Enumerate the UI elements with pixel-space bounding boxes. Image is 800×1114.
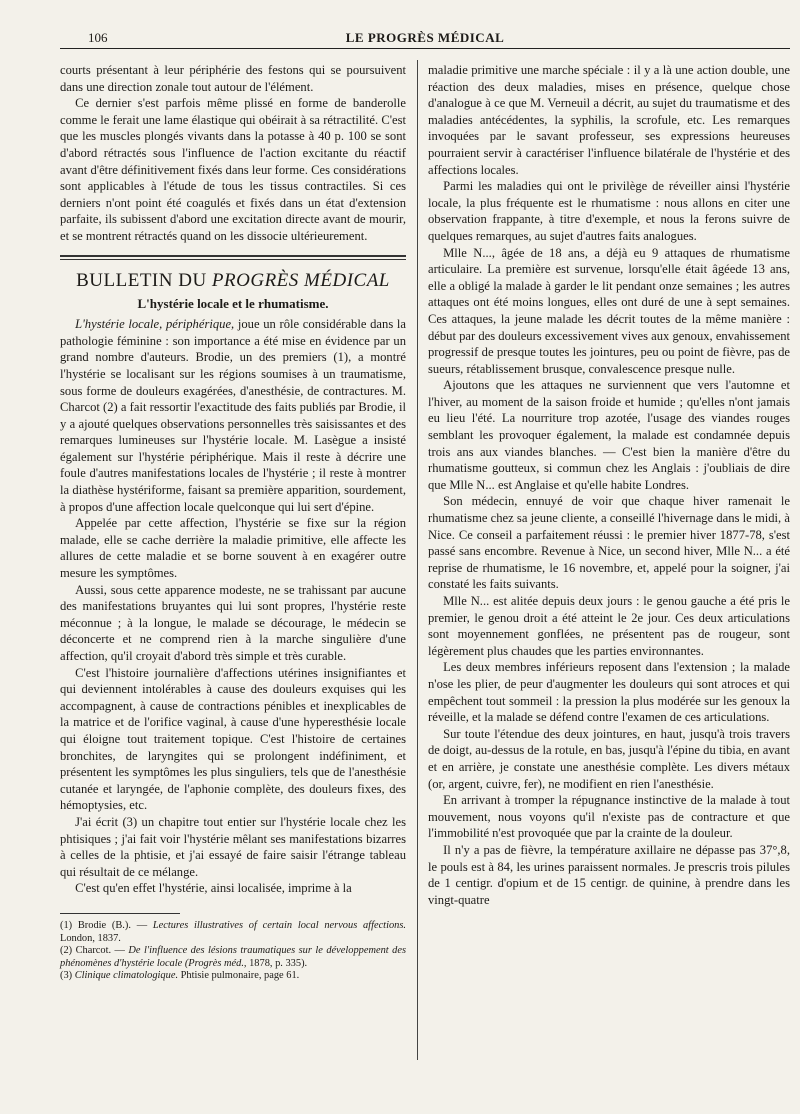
paragraph: Ajoutons que les attaques ne surviennent que vers l'automne et l'hiver, au moment de la saison froide et humide ; qu'elles n'ont jamais eu lieu l'été. La nourriture trop azotée, l'usage des viandes rouges semblant les provoquer également, la malade est condamnée depuis trois ans aux viandes blanches. — C'est bien la manière d'être du rhumatisme goutteux, si commun chez les Anglais : j'oubliais de dire que Mlle N... est Anglaise et qu'elle habite Londres. [428, 378, 790, 492]
footnote-text: Phtisie pulmonaire, page 61. [178, 970, 300, 982]
paragraph: Son médecin, ennuyé de voir que chaque hiver ramenait le rhumatisme chez sa jeune cliente, a conseillé l'hivernage dans le midi, à Nice. Ce conseil a parfaitement réussi : le premier hiver 1877-78, s'est passé sans encombre. Revenue à Nice, un second hiver, Mlle N... a été reprise de rhumatisme, le 16 novembre, et, appelé pour la soigner, j'ai constaté les faits suivants. [428, 494, 790, 592]
section-rule [60, 255, 406, 257]
paragraph-text: joue un rôle considérable dans la pathologie féminine : son importance a été mise en évidence par un grand nombre d'auteurs. Brodie, un des premiers (1), a montré l'hystérie se localisant sur les régions soumises à un traumatisme, sous forme de douleurs exagérées, d'anesthésie, de contractures. M. Charcot (2) a fait ressortir l'exactitude des faits publiés par Brodie, il y a ajouté quelques observations personnelles très saisissantes et des remarques lumineuses sur l'hystérie locale. M. Lasègue a insisté également sur l'hystérie périphérique. Mais il reste à décrire une foule d'autres manifestations locales de l'hystérie ; il reste à montrer la diathèse hystériforme, faisant sa première apparition, sourdement, à propos d'une affection locale quelconque qui lui sert d'épine. [60, 317, 407, 514]
bulletin-heading-journal: PROGRÈS MÉDICAL [211, 269, 390, 291]
footnote-title: De l'influence des lésions traumatiques sur le développement des phénomènes d'hystérie locale (Progrès méd., [60, 945, 406, 969]
paragraph: Ce dernier s'est parfois même plissé en forme de banderolle comme le ferait une lame élastique qui obéirait à sa rétractilité. C'est que les muscles plongés vivants dans la potasse à 40 p. 100 se sont d'abord rétractés sous l'influence de l'action excitante du réactif avant d'être définitivement fixés dans leur forme. Ces considérations sont applicables à l'étude de tous les tissus contractiles. Si ces derniers n'ont point été coagulés et fixés dans un état d'extension parfaite, ils subissent d'abord une excitation directe avant de mourir, et se montrent rétractés quand on les dissocie ultérieurement. [60, 96, 406, 243]
paragraph: Mlle N... est alitée depuis deux jours : le genou gauche a été pris le premier, le genou droit a été atteint le 2e jour. Ces deux articulations sont moyennement gonflées, ne présentent pas de rougeur, sont légèrement plus chaudes que les parties environnantes. [428, 594, 790, 658]
column-divider [417, 60, 418, 1060]
footnote-text: London, 1837. [60, 932, 121, 944]
footnote-rule [60, 913, 180, 914]
paragraph: Parmi les maladies qui ont le privilège de réveiller ainsi l'hystérie locale, la plus fréquente est le rhumatisme : nous allons en citer une observation frappante, à titre d'exemple, et nous la ferons suivre de quelques remarques, au sujet d'autres faits analogues. [428, 179, 790, 243]
journal-title: LE PROGRÈS MÉDICAL [345, 30, 505, 45]
page-header [60, 30, 790, 49]
paragraph: courts présentant à leur périphérie des festons qui se poursuivent dans une direction zonale tout autour de l'élément. [60, 63, 406, 94]
footnote-text: (1) Brodie (B.). — [60, 919, 153, 931]
footnote-text: (3) [60, 970, 75, 982]
bulletin-heading [60, 270, 406, 292]
italic-phrase: L'hystérie locale, périphérique, [75, 317, 235, 332]
bulletin-heading-prefix: BULLETIN DU [76, 269, 212, 291]
section-rule-thin [60, 259, 406, 260]
footnote [60, 970, 406, 983]
paragraph: C'est l'histoire journalière d'affections utérines insignifiantes et qui deviennent intolérables à cause des douleurs exquises qui les accompagnent, à cause de contractions pénibles et inexplicables de la matrice et de l'orifice vaginal, à cause d'une hyperesthésie locale qui éloigne tout traitement topique. C'est l'histoire de certaines bronchites, de laryngites qui se prolongent indéfiniment, et présentent les symptômes les plus singuliers, tels que de l'anesthésie cutanée et laryngée, de l'aphonie complète, des douleurs fixes, des hémoptysies, etc. [60, 665, 406, 813]
footnote-text: 1878, p. 335). [246, 957, 308, 969]
footnote [60, 920, 406, 945]
article-title: L'hystérie locale et le rhumatisme. [137, 295, 329, 311]
paragraph [60, 316, 406, 515]
page-number: 106 [88, 30, 108, 45]
paragraph: J'ai écrit (3) un chapitre tout entier sur l'hystérie locale chez les phtisiques ; j'ai fait voir l'hystérie mêlant ses manifestations bizarres à celles de la phtisie, et j'ai essayé de faire saisir l'étrange tableau qui résultait de ce mélange. [60, 814, 406, 879]
paragraph: maladie primitive une marche spéciale : il y a là une action double, une réaction des deux maladies, mises en présence, quelque chose d'analogue à ce que M. Verneuil a décrit, au sujet du traumatisme et des maladies antécédentes, la syphilis, la scrofule, etc. Les remarques invoquées par le savant professeur, ses expressions heureuses pourraient servir à caractériser l'influence bilatérale de l'hystérie et des affections locales. [428, 63, 790, 177]
footnote-text: (2) Charcot. — [60, 945, 129, 957]
paragraph: Il n'y a pas de fièvre, la température axillaire ne dépasse pas 37°,8, le pouls est à 84, les urines paraissent normales. Je prescris trois pilules de 1 centigr. d'opium et de 15 centigr. de quinine, à prendre dans les vingt-quatre [428, 842, 790, 907]
paragraph: En arrivant à tromper la répugnance instinctive de la malade à tout mouvement, nous voyons qu'il n'existe pas de contracture et que l'immobilité n'est provoquée que par la crainte de la douleur. [428, 793, 790, 841]
footnote [60, 945, 406, 970]
footnote-title: Clinique climatologique. [74, 970, 179, 982]
paragraph: Les deux membres inférieurs reposent dans l'extension ; la malade n'ose les plier, de peur d'augmenter les douleurs qui sont atroces et qui empêchent tout sommeil : la pression la plus modérée sur les genoux la réveille, et la malade se défend contre l'examen de ces articulations. [428, 660, 790, 725]
footnote-title: Lectures illustratives of certain local nervous affections. [152, 919, 406, 931]
left-column [60, 62, 406, 983]
paragraph: C'est qu'en effet l'hystérie, ainsi localisée, imprime à la [75, 881, 352, 896]
paragraph: Appelée par cette affection, l'hystérie se fixe sur la région malade, elle se cache derrière la maladie primitive, elle affecte les allures de cette maladie et se borne souvent à en exagérer outre mesure les symptômes. [60, 516, 406, 581]
paragraph: Sur toute l'étendue des deux jointures, en haut, jusqu'à trois travers de doigt, au-dessus de la rotule, en bas, jusqu'à l'épine du tibia, en avant et en arrière, je constate une anesthésie complète. Les divers métaux (or, argent, cuivre, fer), ne modifient en rien l'anesthésie. [428, 726, 790, 791]
paragraph: Aussi, sous cette apparence modeste, ne se trahissant par aucune des manifestations bruyantes qui lui sont propres, l'hystérie reste méconnue ; à la longue, le malade se décourage, le médecin se déconcerte et ne comprend rien à la marche singulière d'une affection, qu'il croyait d'abord très simple et très curable. [60, 582, 406, 663]
paragraph: Mlle N..., âgée de 18 ans, a déjà eu 9 attaques de rhumatisme articulaire. La première est survenue, lorsqu'elle était âgéede 13 ans, elle a obligé la malade à garder le lit pendant onze semaines ; les autres attaques ont été moins longues, elles ont duré de une à sept semaines. Ces attaques, la jeune malade les décrit toutes de la même manière : début par des douleurs excessivement vives aux genoux, envahissement progressif de presque toutes les jointures, peu ou point de fièvre, pas de sueurs, rétablissement brusque, convalescence presque nulle. [428, 245, 790, 376]
right-column [428, 62, 790, 908]
